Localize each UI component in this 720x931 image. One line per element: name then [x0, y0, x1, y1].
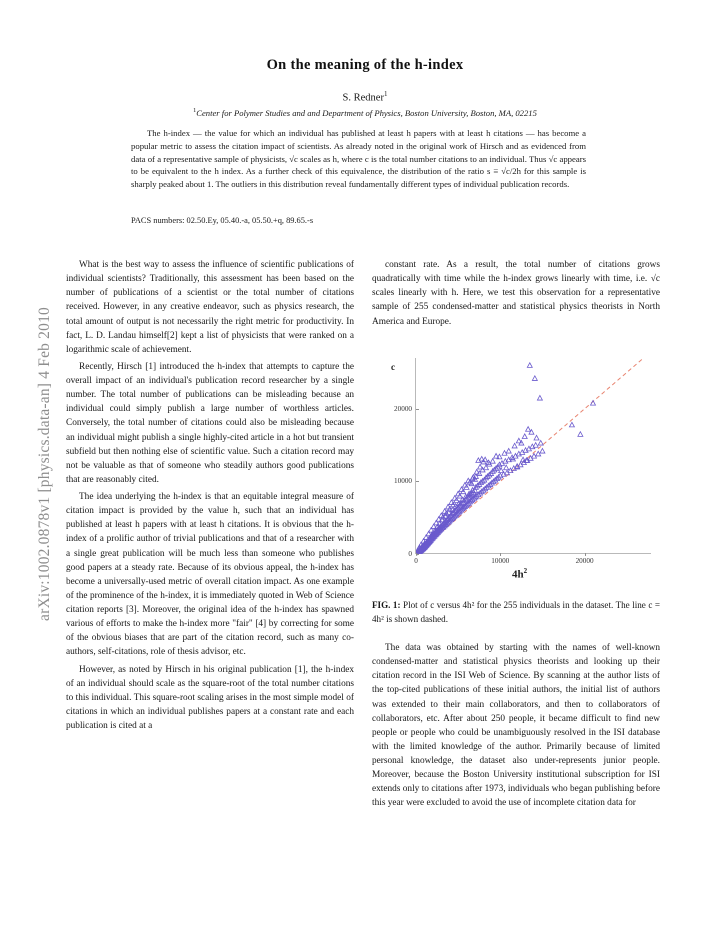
paragraph: constant rate. As a result, the total number of citations grows quadratically with time while the h-index grows linearly with time, i.e. √c scales linearly with h. Here, we test this observation for a representative sample of 255 condensed-matter and statistical physics theorists in North America and Europe.	[372, 260, 660, 327]
x-tick-label: 10000	[491, 553, 509, 565]
data-point	[534, 435, 539, 440]
data-point	[506, 448, 511, 453]
y-tick-label: 20000	[394, 405, 416, 413]
affiliation-line	[60, 107, 670, 118]
y-tick-label: 10000	[394, 477, 416, 485]
affiliation-text: Center for Polymer Studies and and Department of Physics, Boston University, Boston, MA, 02215	[196, 107, 537, 118]
data-point	[494, 454, 499, 459]
x-axis-label-exponent: 2	[523, 567, 528, 575]
x-axis-label: $4h^2$	[512, 567, 528, 581]
data-point	[516, 438, 521, 443]
paragraph: However, as noted by Hirsch in his original publication [1], the h-index of an individual should scale as the square-root of the total number citations to this individual. This square-root scaling arises in the most simple model of citations in which an individual publishes papers at a constant rate and each publication is cited at a	[66, 664, 354, 731]
figure-1	[372, 352, 660, 626]
author-affiliation-marker: 1	[383, 90, 388, 98]
pacs-numbers: PACS numbers: 02.50.Ey, 05.40.-a, 05.50.+q, 89.65.-s	[131, 216, 314, 225]
data-point	[522, 434, 527, 439]
data-point	[538, 440, 543, 445]
title-text: On the meaning of the h-index	[266, 57, 464, 73]
page-title	[60, 57, 670, 74]
body-column-right	[372, 258, 660, 332]
y-axis-label: c	[391, 362, 395, 372]
author-name: S. Redner	[342, 92, 384, 104]
body-column-right-lower	[372, 641, 660, 814]
data-point	[540, 448, 545, 453]
data-point	[527, 363, 532, 368]
paragraph: The idea underlying the h-index is that an equitable integral measure of citation impact is provided by the value h, such that an individual has published at least h papers with at least h citations. It is obvious that the h-index of a prolific author of trivial publications and that of a researcher with a single great publication will be much less than someone who publishes good papers at a steady rate. Because of its obvious appeal, the h-index has become a universally-used metric of overall citation impact. As one example of the prominence of the h-index, it is immediately quoted in Web of Science citation reports [3]. Moreover, the original idea of the h-index has spawned various of efforts to make the h-index more "fair" [4] by correcting for some of the obvious biases that are part of the citation record, such as many co-authors, self-citations, role of thesis advisor, etc.	[66, 492, 354, 658]
x-tick-label: 0	[414, 553, 418, 565]
abstract: The h-index — the value for which an individual has published at least h papers with at least h citations — has become a popular metric to assess the citation impact of scientists. As already noted in the original work of Hirsch and as evidenced from data of a representative sample of physicists, √c scales as h, where c is the total number citations to an individual. Thus √c appears to be equivalent to the h index. As a further check of this equivalence, the distribution of the ratio s ≡ √c/2h for this sample is sharply peaked about 1. The outliers in this distribution reveal fundamentally different types of individual publication records.	[131, 128, 586, 190]
affiliation-marker: 1	[193, 107, 197, 114]
data-point	[526, 427, 531, 432]
y-tick-label: 0	[408, 550, 416, 558]
figure-caption-label: FIG. 1:	[372, 600, 401, 610]
scatter-plot	[372, 352, 660, 597]
data-point	[537, 395, 542, 400]
data-point	[512, 443, 517, 448]
paragraph: What is the best way to assess the influence of scientific publications of individual scientists? Traditionally, this assessment has been based on the number of publications of a scientist or the total number of citations received. However, in any creative endeavor, such as physics research, the total amount of output is not necessarily the right metric for productivity. In fact, L. D. Landau himself[2] kept a list of physicists that were ranked on a logarithmic scale of achievement.	[66, 260, 354, 355]
arxiv-stamp: arXiv:1002.0878v1 [physics.data-an] 4 Feb 2010	[36, 307, 53, 621]
body-column-left	[66, 258, 354, 736]
data-point	[569, 422, 574, 427]
figure-caption-text: Plot of c versus 4h² for the 255 individuals in the dataset. The line c = 4h² is shown dashed.	[372, 600, 660, 624]
x-tick-label: 20000	[576, 553, 594, 565]
author-line	[60, 90, 670, 104]
data-point	[578, 432, 583, 437]
data-point	[490, 459, 495, 464]
data-point	[536, 451, 541, 456]
figure-caption	[372, 599, 660, 626]
plot-canvas	[416, 358, 652, 554]
data-point	[533, 443, 538, 448]
paragraph: Recently, Hirsch [1] introduced the h-index that attempts to capture the overall impact of an individual's publication record researcher by a single number. The total number of publications can be misleading because an individual could simply publish a large number of worthless articles. Conversely, the total number of citations could also be misleading because an individual might publish a single highly-cited article in a hot but transient subfield but then nothing else of scientific value. Such a citation record may not be valuable as that of someone who steadily authors good publications that are reasonably cited.	[66, 361, 354, 485]
data-point	[504, 465, 509, 470]
data-point	[532, 376, 537, 381]
plot-frame	[394, 358, 651, 565]
paragraph: The data was obtained by starting with the names of well-known condensed-matter and statistical physics theorists and looking up their citation record in the ISI Web of Science. By scanning at the author lists of the top-cited publications of these initial authors, the initial list of authors was extended to their main collaborators, and then to collaborators of collaborators, etc. After about 250 people, it became difficult to find new people or people who could be unambiguously resolved in the ISI database with the limited knowledge of the author. Primarily because of limited personal knowledge, the dataset also under-represents junior people. Moreover, because the Boston University institutional subscription for ISI extends only to citations after 1973, individuals who began publishing before this year were excluded to avoid the use of incomplete citation data for	[372, 643, 660, 809]
